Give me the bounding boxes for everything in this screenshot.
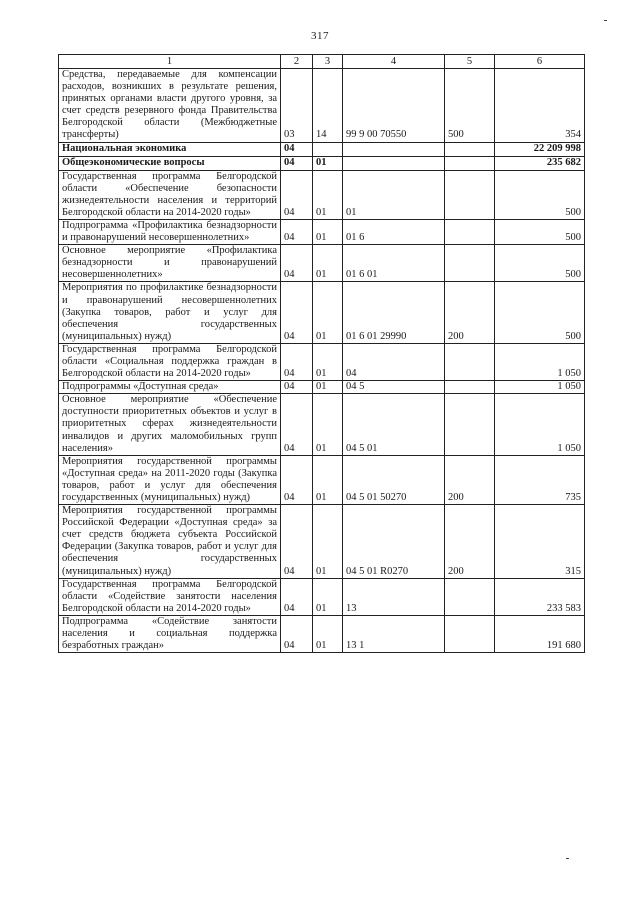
row-amount: 235 682 <box>495 156 585 170</box>
row-subsection-code: 01 <box>313 282 343 343</box>
budget-table <box>58 54 585 653</box>
table-header-row <box>59 55 585 69</box>
row-target-article <box>343 156 445 170</box>
table-row <box>59 69 585 143</box>
row-target-article: 04 <box>343 343 445 380</box>
row-section-code: 04 <box>281 219 313 244</box>
row-expense-type <box>445 156 495 170</box>
row-target-article: 13 1 <box>343 615 445 652</box>
row-expense-type <box>445 219 495 244</box>
table-row <box>59 381 585 394</box>
col-header-target-article: 4 <box>343 55 445 69</box>
row-name: Мероприятия государственной программы Российской Федерации «Доступная среда» за счет средств бюджета субъекта Российской Федерации (Закупка товаров, работ и услуг для обеспечения государственных (муниципальных) нужд) <box>59 505 281 579</box>
row-section-code: 04 <box>281 615 313 652</box>
row-target-article: 99 9 00 70550 <box>343 69 445 143</box>
table-section-row <box>59 142 585 156</box>
row-name: Государственная программа Белгородской области «Содействие занятости населения Белгородской области на 2014-2020 годы» <box>59 578 281 615</box>
row-target-article: 01 6 01 <box>343 245 445 282</box>
row-name: Подпрограмма «Содействие занятости населения и социальная поддержка безработных граждан» <box>59 615 281 652</box>
row-target-article: 04 5 01 50270 <box>343 455 445 504</box>
row-section-code: 04 <box>281 343 313 380</box>
row-name: Мероприятия государственной программы «Доступная среда» на 2011-2020 годы (Закупка товаров, работ и услуг для обеспечения государственных (муниципальных) нужд) <box>59 455 281 504</box>
row-subsection-code: 01 <box>313 156 343 170</box>
table-row <box>59 170 585 219</box>
row-expense-type <box>445 142 495 156</box>
table-row <box>59 343 585 380</box>
row-target-article: 04 5 <box>343 381 445 394</box>
row-amount: 233 583 <box>495 578 585 615</box>
row-name: Государственная программа Белгородской области «Социальная поддержка граждан в Белгородской области на 2014-2020 годы» <box>59 343 281 380</box>
table-row <box>59 615 585 652</box>
row-section-code: 03 <box>281 69 313 143</box>
table-row <box>59 578 585 615</box>
row-section-code: 04 <box>281 578 313 615</box>
row-expense-type <box>445 578 495 615</box>
row-section-code: 04 <box>281 170 313 219</box>
row-target-article: 04 5 01 R0270 <box>343 505 445 579</box>
row-subsection-code: 01 <box>313 505 343 579</box>
row-target-article: 01 6 <box>343 219 445 244</box>
row-section-code: 04 <box>281 455 313 504</box>
row-amount: 1 050 <box>495 394 585 455</box>
row-amount: 500 <box>495 282 585 343</box>
row-subsection-code: 01 <box>313 245 343 282</box>
row-subsection-code: 01 <box>313 615 343 652</box>
row-name: Основное мероприятие «Профилактика безнадзорности и правонарушений несовершеннолетних» <box>59 245 281 282</box>
row-section-code: 04 <box>281 142 313 156</box>
row-amount: 22 209 998 <box>495 142 585 156</box>
row-section-code: 04 <box>281 505 313 579</box>
row-expense-type <box>445 615 495 652</box>
row-amount: 500 <box>495 170 585 219</box>
row-subsection-code: 01 <box>313 219 343 244</box>
row-name: Национальная экономика <box>59 142 281 156</box>
row-amount: 354 <box>495 69 585 143</box>
table-row <box>59 394 585 455</box>
row-name: Мероприятия по профилактике безнадзорности и правонарушений несовершеннолетних (Закупка товаров, работ и услуг для обеспечения государственных (муниципальных) нужд) <box>59 282 281 343</box>
row-section-code: 04 <box>281 245 313 282</box>
row-subsection-code: 01 <box>313 394 343 455</box>
table-row <box>59 282 585 343</box>
row-expense-type: 200 <box>445 505 495 579</box>
row-expense-type <box>445 394 495 455</box>
row-expense-type <box>445 343 495 380</box>
row-section-code: 04 <box>281 394 313 455</box>
row-subsection-code: 01 <box>313 455 343 504</box>
row-target-article: 13 <box>343 578 445 615</box>
row-amount: 500 <box>495 219 585 244</box>
row-expense-type <box>445 170 495 219</box>
table-section-row <box>59 156 585 170</box>
col-header-expense-type: 5 <box>445 55 495 69</box>
row-name: Средства, передаваемые для компенсации расходов, возникших в результате решения, принятых органами власти другого уровня, за счет средств резервного фонда Правительства Белгородской области (Межбюджетные трансферты) <box>59 69 281 143</box>
row-amount: 735 <box>495 455 585 504</box>
row-target-article <box>343 142 445 156</box>
row-subsection-code: 01 <box>313 170 343 219</box>
row-subsection-code: 14 <box>313 69 343 143</box>
row-expense-type: 200 <box>445 282 495 343</box>
row-subsection-code: 01 <box>313 381 343 394</box>
row-subsection-code <box>313 142 343 156</box>
row-section-code: 04 <box>281 381 313 394</box>
table-row <box>59 245 585 282</box>
row-expense-type <box>445 245 495 282</box>
row-expense-type <box>445 381 495 394</box>
table-row <box>59 219 585 244</box>
scan-mark <box>566 858 569 859</box>
scan-mark <box>604 20 607 21</box>
row-name: Государственная программа Белгородской области «Обеспечение безопасности жизнедеятельности населения и территорий Белгородской области на 2014-2020 годы» <box>59 170 281 219</box>
row-amount: 1 050 <box>495 343 585 380</box>
row-subsection-code: 01 <box>313 578 343 615</box>
row-section-code: 04 <box>281 282 313 343</box>
page-number: 317 <box>311 30 329 42</box>
table-row <box>59 505 585 579</box>
row-amount: 1 050 <box>495 381 585 394</box>
row-target-article: 01 <box>343 170 445 219</box>
row-name: Подпрограмма «Профилактика безнадзорности и правонарушений несовершеннолетних» <box>59 219 281 244</box>
row-target-article: 01 6 01 29990 <box>343 282 445 343</box>
col-header-name: 1 <box>59 55 281 69</box>
col-header-amount: 6 <box>495 55 585 69</box>
row-amount: 500 <box>495 245 585 282</box>
row-expense-type: 500 <box>445 69 495 143</box>
row-name: Общеэкономические вопросы <box>59 156 281 170</box>
row-name: Основное мероприятие «Обеспечение доступности приоритетных объектов и услуг в приоритетных сферах жизнедеятельности инвалидов и других маломобильных групп населения» <box>59 394 281 455</box>
col-header-section: 2 <box>281 55 313 69</box>
row-expense-type: 200 <box>445 455 495 504</box>
row-target-article: 04 5 01 <box>343 394 445 455</box>
row-name: Подпрограммы «Доступная среда» <box>59 381 281 394</box>
col-header-subsection: 3 <box>313 55 343 69</box>
row-subsection-code: 01 <box>313 343 343 380</box>
row-section-code: 04 <box>281 156 313 170</box>
table-row <box>59 455 585 504</box>
row-amount: 315 <box>495 505 585 579</box>
row-amount: 191 680 <box>495 615 585 652</box>
